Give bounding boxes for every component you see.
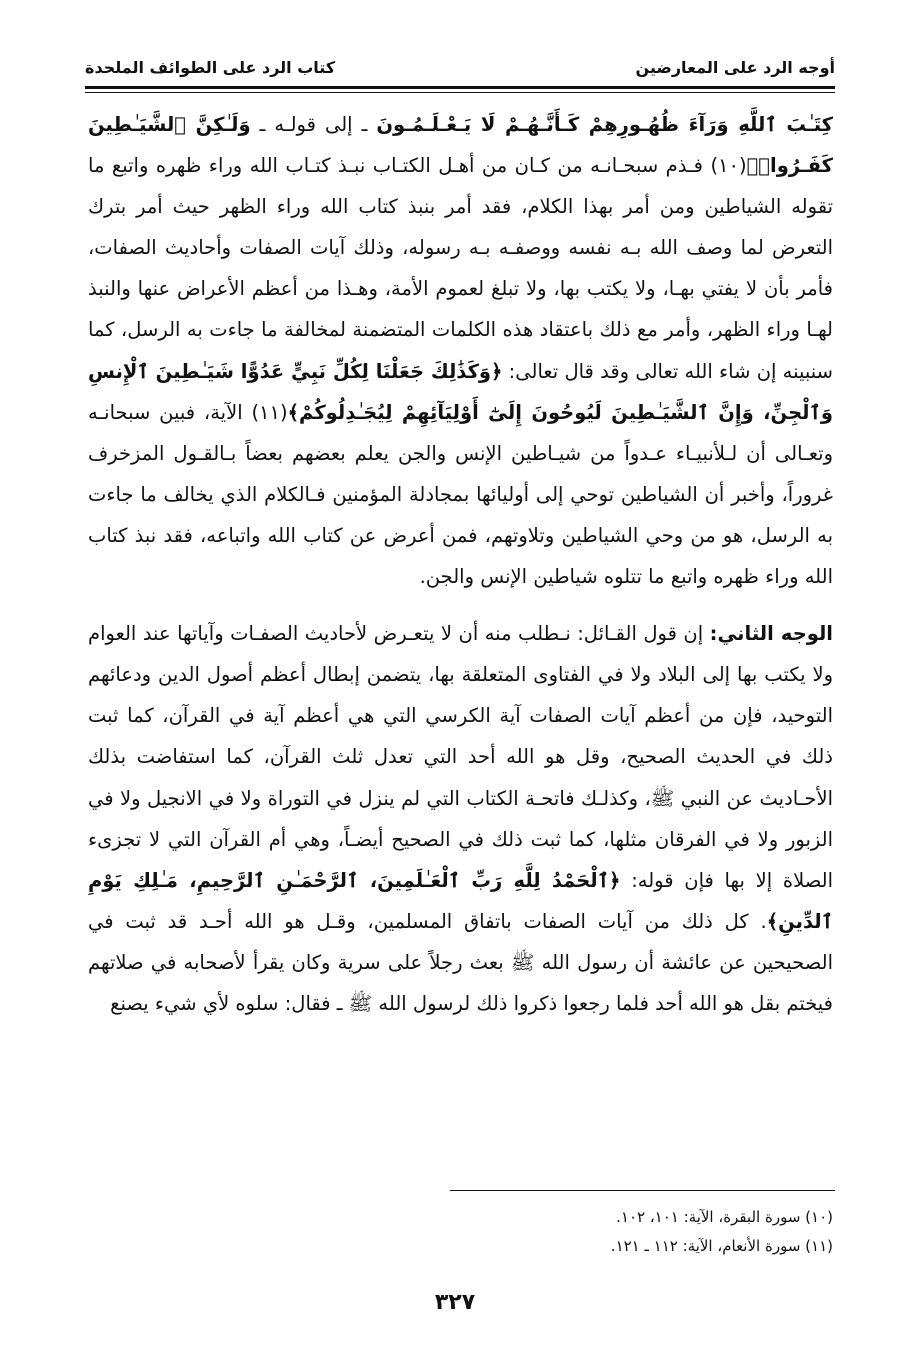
header-book-title: كتاب الرد على الطوائف الملحدة xyxy=(85,57,336,77)
footnote-item: (١٠) سورة البقرة، الآية: ١٠١، ١٠٢. xyxy=(616,1208,833,1226)
footnote-ref: (١١) xyxy=(251,400,288,424)
page-number: ٣٢٧ xyxy=(434,1290,476,1315)
text-run: إن قول القـائل: نـطلب منه أن لا يتعـرض لأحاديث الصفـات وآياتها عند العوام ولا يكتب بها إلى البلاد ولا في الفتاوى المتعلقة بها، يتضمن إبطال أعظم أصول الدين ودعائهم التوحيد، فإن من أعظم آيات الصفات آية الكرسي التي هي أعظم آية في القرآن، كما ثبت ذلك في الحديث الصحيح، وقل هو الله أحد التي تعدل ثلث القرآن، كما استفاضت بذلك الأحـاديث عن النبي ﷺ، وكذلـك فاتحـة الكتاب التي لم ينزل في التوراة ولا في الانجيل ولا في الزبور ولا في الفرقان مثلها، كما ثبت ذلك في الصحيح أيضـاً، وهي أم القرآن التي لا تجزىء الصلاة إلا بها فإن قوله: xyxy=(88,622,833,892)
footnote-separator xyxy=(450,1190,835,1191)
quran-verse: ﴿ٱلْحَمْدُ لِلَّهِ رَبِّ ٱلْعَـٰلَمِينَ، ٱلرَّحْمَـٰنِ ٱلرَّحِيمِ، مَـٰلِكِ يَوْمِ ٱلدِّينِ﴾ xyxy=(88,868,833,933)
header-rule-thin xyxy=(85,92,835,93)
footnote-ref: (١٠) xyxy=(710,154,747,178)
text-run: الآية، فبين سبحانـه وتعـالى أن لـلأنبيـاء عـدواً من شيـاطين الإنس والجن يعلم بعضهم بعضاً بـالقـول المزخرف غروراً، وأخبر أن الشياطين توحي إلى أوليائها بمجادلة المؤمنين فـالكلام الذي يخالف ما جاءت به الرسل، هو من وحي الشياطين وتلاوتهم، فمن أعرض عن كتاب الله واتباعه، فقد نبذ كتاب الله وراء ظهره واتبع ما تتلوه شياطين الإنس والجن. xyxy=(88,400,833,589)
text-run: فـذم سبحـانـه من كـان من أهـل الكتـاب نبـذ كتـاب الله وراء ظهره واتبع ما تقوله الشياطين ومن أمر بهذا الكلام، فقد أمر بنبذ كتاب الله وراء الظهر حيث أمر بترك التعرض لما وصف الله بـه نفسه ووصفـه بـه رسوله، وذلك آيات الصفات وأحاديث الصفات، فأمر بأن لا يفتي بهـا، ولا يكتب بها، ولا تبلغ لعموم الأمة، وهـذا من أعظم الأعراض عنها والنبذ لهـا وراء الظهر، وأمر مع ذلك باعتقاد هذه الكلمات المتضمنة لمخالفة ما جاءت به الرسل، كما سنبينه إن شاء الله تعالى وقد قال تعالى: xyxy=(88,154,833,383)
section-lead: الوجه الثاني: xyxy=(709,622,833,646)
header-chapter-title: أوجه الرد على المعارضين xyxy=(635,57,835,77)
quran-verse: وَلَـٰكِنَّ ٱلشَّيَـٰطِينَ كَفَـرُوا۟﴾ xyxy=(88,113,833,178)
paragraph-1 xyxy=(88,104,833,597)
running-header xyxy=(85,52,835,82)
header-rule-thick xyxy=(85,86,835,89)
text-run: . كل ذلك من آيات الصفات باتفاق المسلمين، وقـل هو الله أحـد قد ثبت في الصحيحين عن عائشة أن رسول الله ﷺ بعث رجلاً على سرية وكان يقرأ لأصحابه في صلاتهم فيختم بقل هو الله أحد فلما رجعوا ذكروا ذلك لرسول الله ﷺ ـ فقال: سلوه لأي شيء يصنع xyxy=(88,909,833,1015)
paragraph-2 xyxy=(88,613,833,1024)
footnotes xyxy=(88,1203,833,1261)
main-text xyxy=(88,104,833,1024)
quran-verse: كِتَـٰبَ ٱللَّهِ وَرَآءَ ظُهُـورِهِمْ كَـأَنَّـهُـمْ لَا يَـعْـلَـمُـونَ xyxy=(376,113,833,136)
quran-verse: ﴿وَكَذَٰلِكَ جَعَلْنَا لِكُلِّ نَبِيٍّ عَدُوًّا شَيَـٰطِينَ ٱلْإِنسِ وَٱلْجِنِّ، وَإِنَّ ٱلشَّيَـٰطِينَ لَيُوحُونَ إِلَىٰٓ أَوْلِيَآئِهِمْ لِيُجَـٰدِلُوكُمْ﴾ xyxy=(88,359,833,424)
footnote-item: (١١) سورة الأنعام، الآية: ١١٢ ـ ١٢١. xyxy=(610,1237,833,1255)
text-run: ـ إلى قولـه ـ xyxy=(250,113,377,136)
